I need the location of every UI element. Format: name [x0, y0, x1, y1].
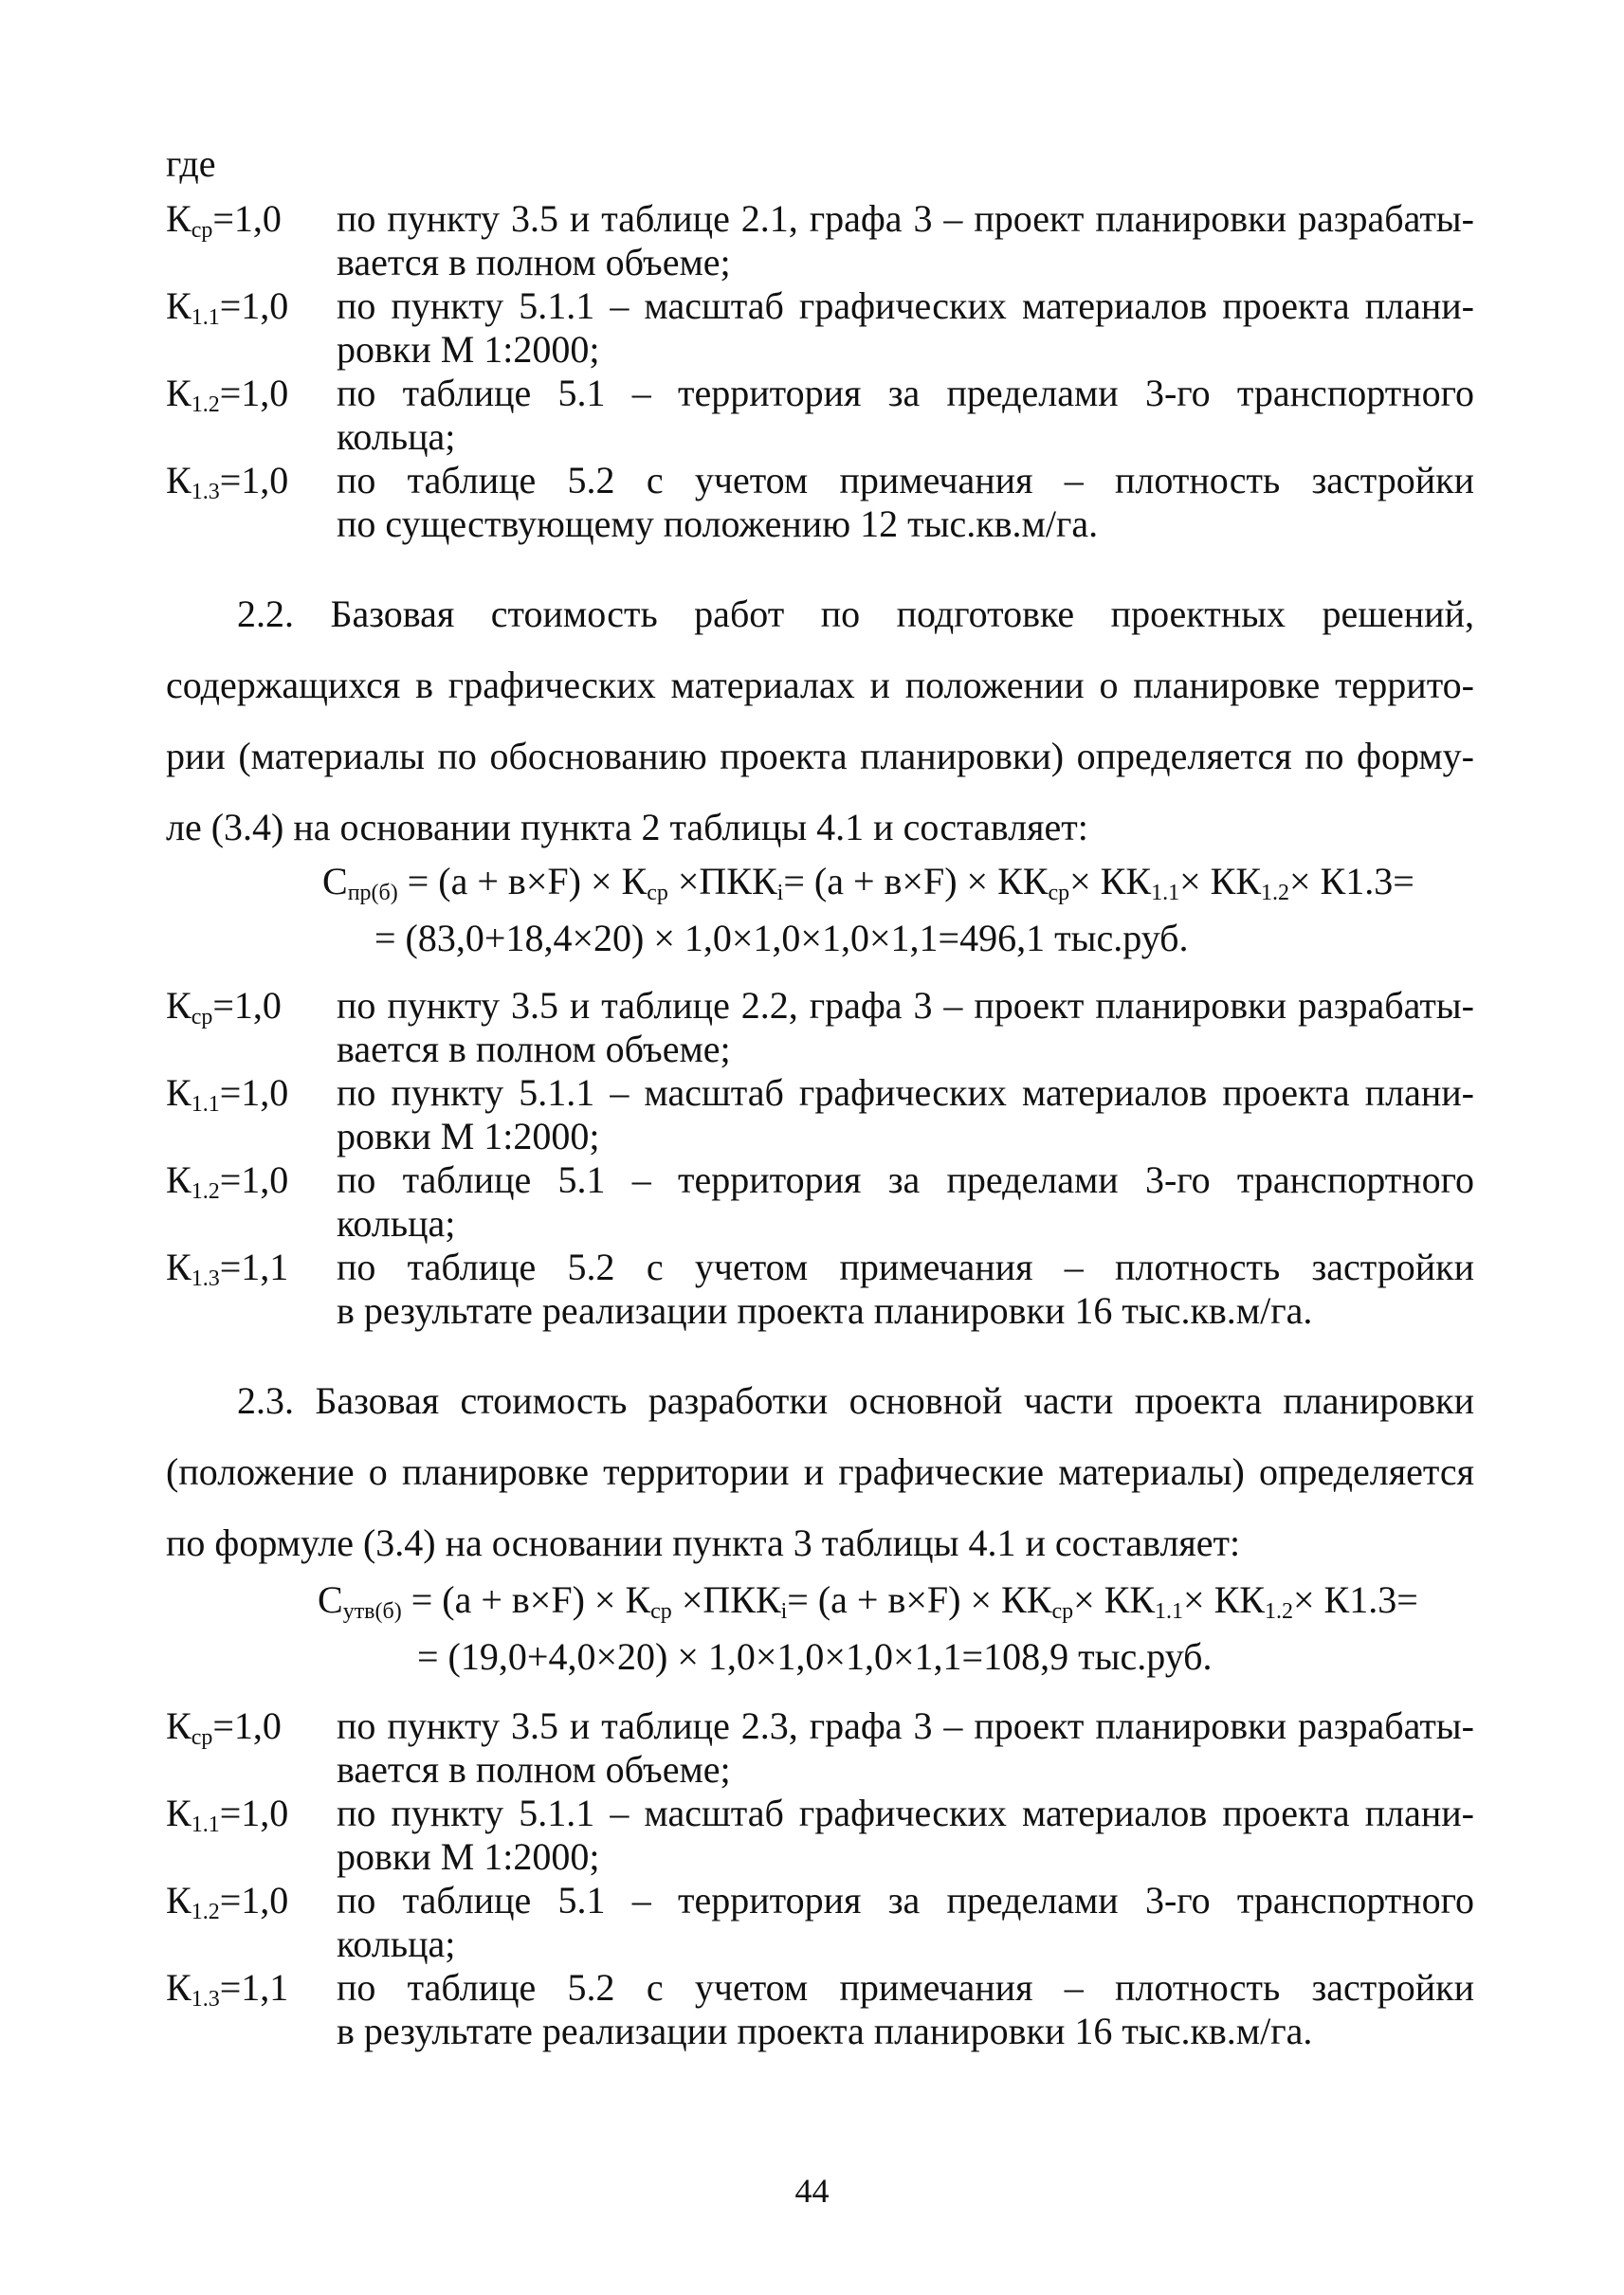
coef-text-line: по пункту 5.1.1 – масштаб графических материалов проекта плани- — [337, 284, 1474, 327]
coef-label: $К_{1.1}=1,0$ — [166, 1792, 289, 1837]
coef-text-line: вается в полном объеме; — [337, 1028, 731, 1070]
section-2-2-line: ле (3.4) на основании пункта 2 таблицы 4.1 и составляет: — [166, 806, 1088, 848]
coef-text-line: кольца; — [337, 415, 456, 458]
coef-text-line: ровки М 1:2000; — [337, 1115, 600, 1157]
section-2-2-line: 2.2. Базовая стоимость работ по подготовке проектных решений, — [237, 592, 1474, 635]
coef-text-line: по таблице 5.2 с учетом примечания – плотность застройки — [337, 1966, 1474, 2009]
coef-label: $К_{ср}=1,0$ — [166, 197, 282, 243]
coef-text-line: по пункту 3.5 и таблице 2.3, графа 3 – проект планировки разрабаты- — [337, 1704, 1474, 1747]
page-number: 44 — [794, 2172, 830, 2210]
coef-text-line: по таблице 5.2 с учетом примечания – плотность застройки — [337, 459, 1474, 501]
coef-text-line: по пункту 5.1.1 – масштаб графических материалов проекта плани- — [337, 1792, 1474, 1834]
coef-label: $К_{1.2}=1,0$ — [166, 1158, 289, 1204]
coef-label: $К_{1.1}=1,0$ — [166, 1071, 289, 1117]
coef-text-line: по пункту 3.5 и таблице 2.2, графа 3 – проект планировки разрабаты- — [337, 984, 1474, 1027]
coef-text-line: по существующему положению 12 тыс.кв.м/га. — [337, 502, 1099, 545]
coef-text-line: в результате реализации проекта планировки 16 тыс.кв.м/га. — [337, 2010, 1313, 2052]
coef-label: $К_{1.2}=1,0$ — [166, 372, 289, 417]
section-2-2-line: содержащихся в графических материалах и положении о планировке террито- — [166, 664, 1474, 706]
coef-text-line: по таблице 5.1 – территория за пределами 3-го транспортного — [337, 372, 1474, 414]
coef-text-line: по таблице 5.2 с учетом примечания – плотность застройки — [337, 1246, 1474, 1288]
formula-2-3-line1: $С_{утв(б)} = (а + в\times F) \times К_{ср} \times ПКК_i= (а + в\times F) \times КК_{ср}\times КК_{1.1}\times КК_{1.2}\times К1.3=$ — [318, 1578, 1418, 1624]
section-2-3-line: 2.3. Базовая стоимость разработки основной части проекта планировки — [237, 1379, 1474, 1422]
coef-label: $К_{1.2}=1,0$ — [166, 1879, 289, 1924]
coef-text-line: ровки М 1:2000; — [337, 1835, 600, 1878]
intro-word: где — [166, 142, 216, 185]
coef-label: $К_{1.3}=1,1$ — [166, 1966, 289, 2012]
coef-text-line: вается в полном объеме; — [337, 1748, 731, 1791]
formula-2-3-line2: = (19,0+4,0×20) × 1,0×1,0×1,0×1,1=108,9 тыс.руб. — [417, 1635, 1213, 1678]
coef-text-line: кольца; — [337, 1202, 456, 1245]
coef-label: $К_{ср}=1,0$ — [166, 1704, 282, 1750]
coef-label: $К_{1.1}=1,0$ — [166, 284, 289, 330]
coef-label: $К_{1.3}=1,0$ — [166, 459, 289, 504]
formula-2-2-line2: = (83,0+18,4×20) × 1,0×1,0×1,0×1,1=496,1 тыс.руб. — [374, 917, 1189, 959]
formula-2-2-line1: $С_{пр(б)} = (а + в\times F) \times К_{ср} \times ПКК_i= (а + в\times F) \times КК_{ср}\times КК_{1.1}\times КК_{1.2}\times К1.3=$ — [322, 860, 1414, 905]
section-2-3-line: по формуле (3.4) на основании пункта 3 таблицы 4.1 и составляет: — [166, 1521, 1241, 1564]
coef-label: $К_{ср}=1,0$ — [166, 984, 282, 1029]
coef-text-line: вается в полном объеме; — [337, 241, 731, 283]
section-2-2-line: рии (материалы по обоснованию проекта планировки) определяется по форму- — [166, 735, 1474, 777]
coef-text-line: ровки М 1:2000; — [337, 328, 600, 371]
coef-text-line: по таблице 5.1 – территория за пределами 3-го транспортного — [337, 1879, 1474, 1922]
coef-text-line: в результате реализации проекта планировки 16 тыс.кв.м/га. — [337, 1289, 1313, 1332]
coef-text-line: по пункту 3.5 и таблице 2.1, графа 3 – проект планировки разрабаты- — [337, 197, 1474, 240]
coef-text-line: по таблице 5.1 – территория за пределами 3-го транспортного — [337, 1158, 1474, 1201]
coef-text-line: кольца; — [337, 1922, 456, 1965]
section-2-3-line: (положение о планировке территории и графические материалы) определяется — [166, 1450, 1474, 1493]
coef-label: $К_{1.3}=1,1$ — [166, 1246, 289, 1291]
coef-text-line: по пункту 5.1.1 – масштаб графических материалов проекта плани- — [337, 1071, 1474, 1114]
